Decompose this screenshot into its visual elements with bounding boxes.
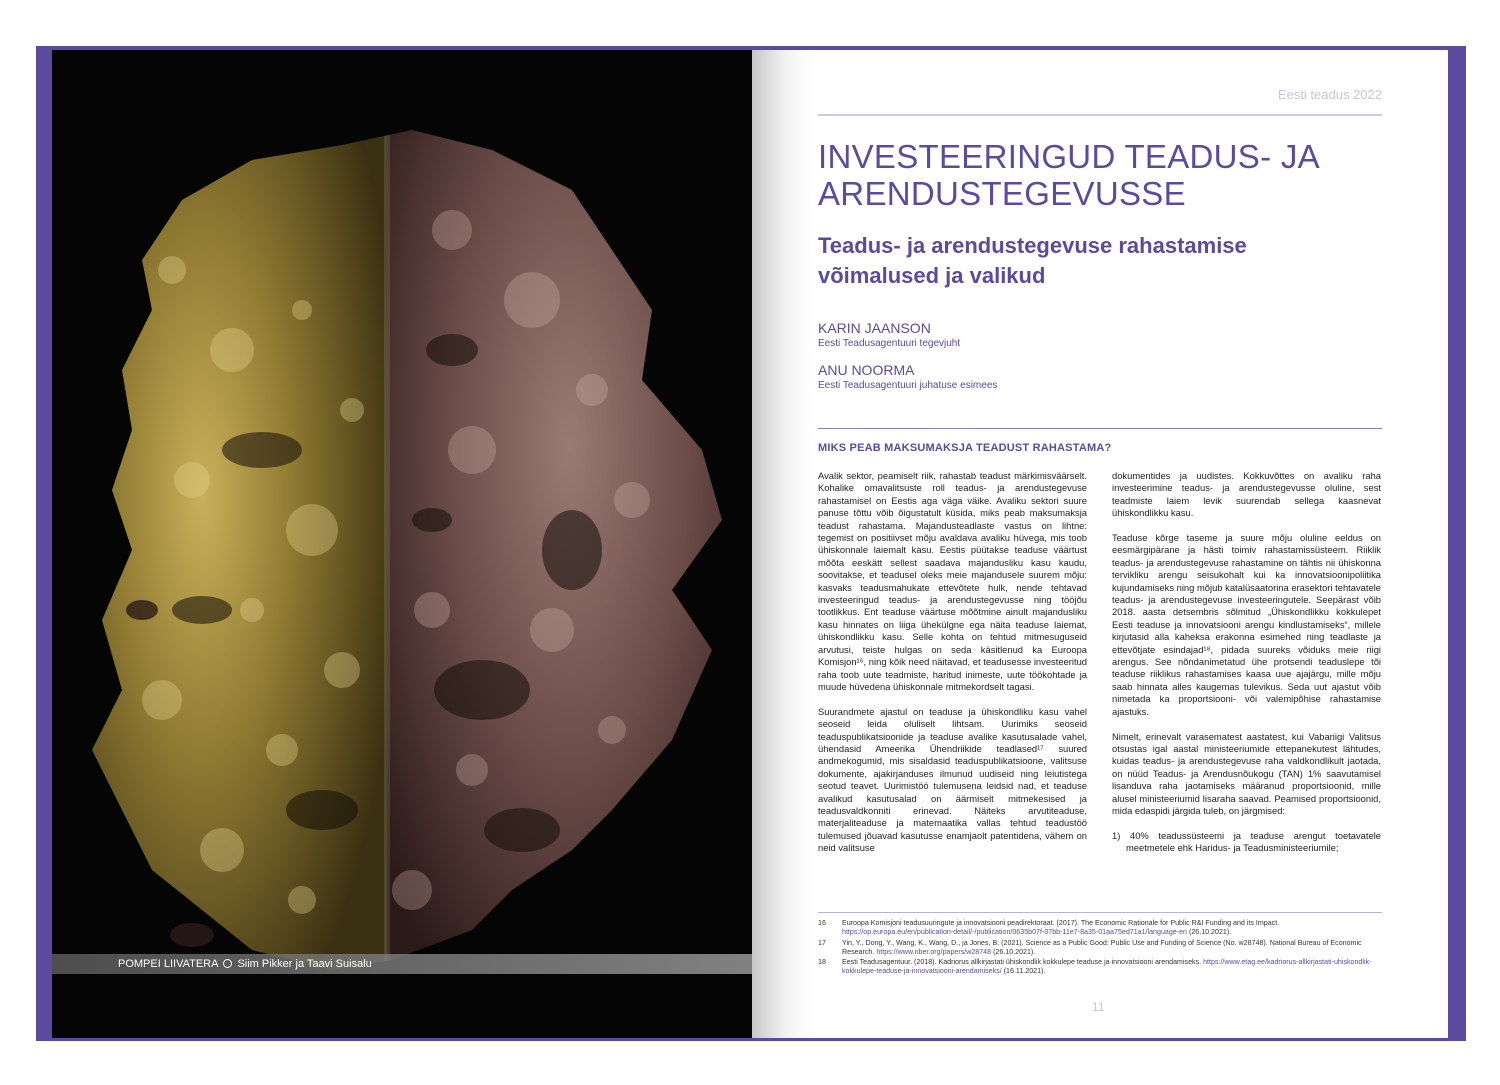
footnote-body bbox=[842, 939, 1382, 958]
body-paragraph: dokumentides ja uudistes. Kokkuvõttes on avaliku raha investeerimine teadus- ja arendustegevusse oluline, sest teadmiste laiem levik suurendab sellega kaasnevat ühiskondlikku kasu. bbox=[1112, 470, 1381, 519]
footnote-number: 18 bbox=[818, 958, 826, 967]
article-subtitle bbox=[818, 231, 1378, 291]
right-page-article bbox=[752, 50, 1448, 1038]
footnote bbox=[818, 919, 1382, 938]
footnote-date: (16.11.2021). bbox=[1003, 967, 1046, 976]
caption-title: POMPEI LIIVATERA bbox=[118, 958, 219, 970]
article-title bbox=[818, 138, 1378, 212]
author-name: ANU NOORMA bbox=[818, 362, 915, 378]
section-heading: MIKS PEAB MAKSUMAKSJA TEADUST RAHASTAMA? bbox=[818, 442, 1112, 454]
footnote-text: Eesti Teadusagentuur. (2018). Kadriorus allkirjastati ühiskondlik kokkulepe teaduse ja innovatsiooni arendamiseks. bbox=[842, 958, 1202, 967]
footnotes bbox=[818, 919, 1382, 978]
left-page-photo bbox=[52, 50, 752, 1038]
camera-icon bbox=[223, 959, 232, 968]
running-head: Eesti teadus 2022 bbox=[1277, 87, 1382, 102]
photo-caption bbox=[52, 954, 752, 974]
page-number: 11 bbox=[1092, 1000, 1105, 1014]
footnote bbox=[818, 939, 1382, 958]
footnote-text: Yin, Y., Dong, Y., Wang, K., Wang, D., ja Jones, B. (2021). Science as a Public Good: Public Use and Funding of Science (No. w28748). National Bureau of Economic Research. bbox=[842, 938, 1362, 956]
body-column-left bbox=[818, 470, 1087, 867]
footnote-date: (26.10.2021). bbox=[1188, 928, 1232, 937]
body-column-right bbox=[1112, 470, 1381, 867]
caption-credit: Siim Pikker ja Taavi Suisalu bbox=[237, 958, 372, 970]
list-item: 1) 40% teadussüsteemi ja teaduse arengut toetavatele meetmetele ehk Haridus- ja Teadusministeeriumile; bbox=[1112, 829, 1381, 854]
author-role: Eesti Teadusagentuuri tegevjuht bbox=[818, 338, 961, 349]
footnote-number: 17 bbox=[818, 938, 826, 947]
header-rule bbox=[818, 114, 1382, 116]
section-rule bbox=[818, 428, 1382, 429]
footnote-link[interactable]: https://www.etag.ee/kadriorus-allkirjastati-uhiskondlik-kokkulepe-teaduse-ja-innovatsiooni-arendamiseks/ bbox=[842, 958, 1372, 976]
author-role: Eesti Teadusagentuuri juhatuse esimees bbox=[818, 380, 998, 391]
footnote-body bbox=[842, 919, 1382, 938]
footnote-date: (26.10.2021). bbox=[993, 947, 1036, 956]
author-name: KARIN JAANSON bbox=[818, 320, 931, 336]
footnote-body bbox=[842, 958, 1382, 977]
article-title-line2: ARENDUSTEGEVUSSE bbox=[818, 175, 1186, 212]
footnote-link[interactable]: https://www.nber.org/papers/w28748 bbox=[876, 947, 992, 956]
article-title-line1: INVESTEERINGUD TEADUS- JA bbox=[818, 138, 1320, 175]
article-subtitle-line1: Teadus- ja arendustegevuse rahastamise bbox=[818, 233, 1247, 258]
body-paragraph: Teaduse kõrge taseme ja suure mõju oluline eeldus on eesmärgipärane ja hästi toimiv rahastamissüsteem. Riiklik teadus- ja arendustegevuse rahastamine on tähtis nii ühiskonna tervikliku arengu seisukohalt kui ka innovatsioonipoliitika kujundamiseks ning mõjub katalüsaatorina erasektori tehtavatele teadus- ja arendustegevuse investeeringutele. Seepärast võib 2018. aasta detsembris sõlmitud „Ühiskondlikku kokkulepet Eesti teaduse ja innovatsiooni arengu kindlustamiseks“, millele kirjutasid alla kaheksa erakonna esimehed ning teadlaste ja ettevõtjate esindajad¹⁸, pidada suureks võiduks meie riigi arengus. See nõndanimetatud ühe protsendi teaduslepe tõi teaduse riiklikus rahastamises kaasa uue ajajärgu, mille mõju saab hinnata alles kaugemas tulevikus. Seda uut ajastut võib nimetada ka proportsiooni- või valemipõhise rahastamise ajastuks. bbox=[1112, 532, 1381, 717]
footnote-rule bbox=[818, 912, 1382, 913]
article-subtitle-line2: võimalused ja valikud bbox=[818, 263, 1046, 288]
gutter-shadow bbox=[752, 50, 812, 1038]
footnote bbox=[818, 958, 1382, 977]
footnote-link[interactable]: https://op.europa.eu/en/publication-detail/-/publication/0635b07f-07bb-11e7-8a35-01aa75ed71a1/language-en bbox=[842, 928, 1187, 937]
footnote-text: Euroopa Komisjoni teadusuuringute ja innovatsiooni peadirektoraat. (2017). The Economic Rationale for Public R&I Funding and its Impact. bbox=[842, 919, 1280, 927]
footnote-number: 16 bbox=[818, 919, 826, 927]
body-paragraph: Avalik sektor, peamiselt riik, rahastab teadust märkimisväärselt. Kohalike omavalitsuste roll teadus- ja arendustegevuse rahastamisel on Eestis aga väga väike. Avaliku sektori suure panuse tõttu võib õigustatult küsida, miks peab maksumaksja teadust rahastama. Majandusteadlaste vastus on lihtne: tegemist on positiivset mõju avaldava avaliku hüvega, mis toob ühiskonnale laiemalt kasu. Eestis püütakse teaduse väärtust mõõta eeskätt sellest saadava majandusliku kasu kaudu, soovitakse, et teadusel oleks meie majandusele suurem mõju: kasvaks teadusmahukate ettevõtete hulk, nende tehtavad investeeringud teadus- ja arendustegevusse ning tööjõu tootlikkus. Ent teaduse väärtuse mõõtmine ainult majandusliku kasu hinnates on liiga ühekülgne ega näita teaduse laiemat, ühiskondlikku kasu. Selle kohta on tehtud mitmesuguseid arvutusi, teiste hulgas on seda käsitlenud ka Euroopa Komisjon¹⁶, ning kõik need näitavad, et teadusesse investeeritud raha toob uute teadmiste, haritud inimeste, uute töökohtade ja muude hüvedena ühiskonnale mitmekordselt tagasi. bbox=[818, 470, 1087, 692]
body-paragraph: Nimelt, erinevalt varasematest aastatest, kui Vabariigi Valitsus otsustas igal aastal ministeeriumide ettepanekutest lähtudes, kuidas teadus- ja arendustegevuse raha valdkondlikult jaotada, on nüüd Teadus- ja Arendusnõukogu (TAN) 1% saavutamisel lisanduva raha jaotamiseks määranud proportsioonid, mille alusel ministeeriumid lisaraha saavad. Peamised proportsioonid, mida edaspidi järgida tuleb, on järgmised: bbox=[1112, 730, 1381, 816]
body-paragraph: Suurandmete ajastul on teaduse ja ühiskondliku kasu vahel seoseid leida oluliselt lihtsam. Uurimiks seoseid teaduspublikatsioonide ja teaduse avalike kasutusalade vahel, ühendasid Ameerika Ühendriikide teadlased¹⁷ suured andmekogumid, mis sisaldasid teaduspublikatsioone, valitsuse dokumente, ajakirjanduses ilmunud uudiseid ning leiutistega seotud teavet. Uurimistöö tulemusena leidsid nad, et teaduse avalikud kasutusalad on äärmiselt mitmekesised ja teadusvaldkonniti erinevad. Näiteks arvutiteaduse, materjaliteaduse ja matemaatika vallas tehtud teadustöö tulemused jõuavad kasutusse enamjaolt patentidena, vähem on neid valitsuse bbox=[818, 705, 1087, 854]
sand-grain-micrograph bbox=[52, 50, 752, 1038]
